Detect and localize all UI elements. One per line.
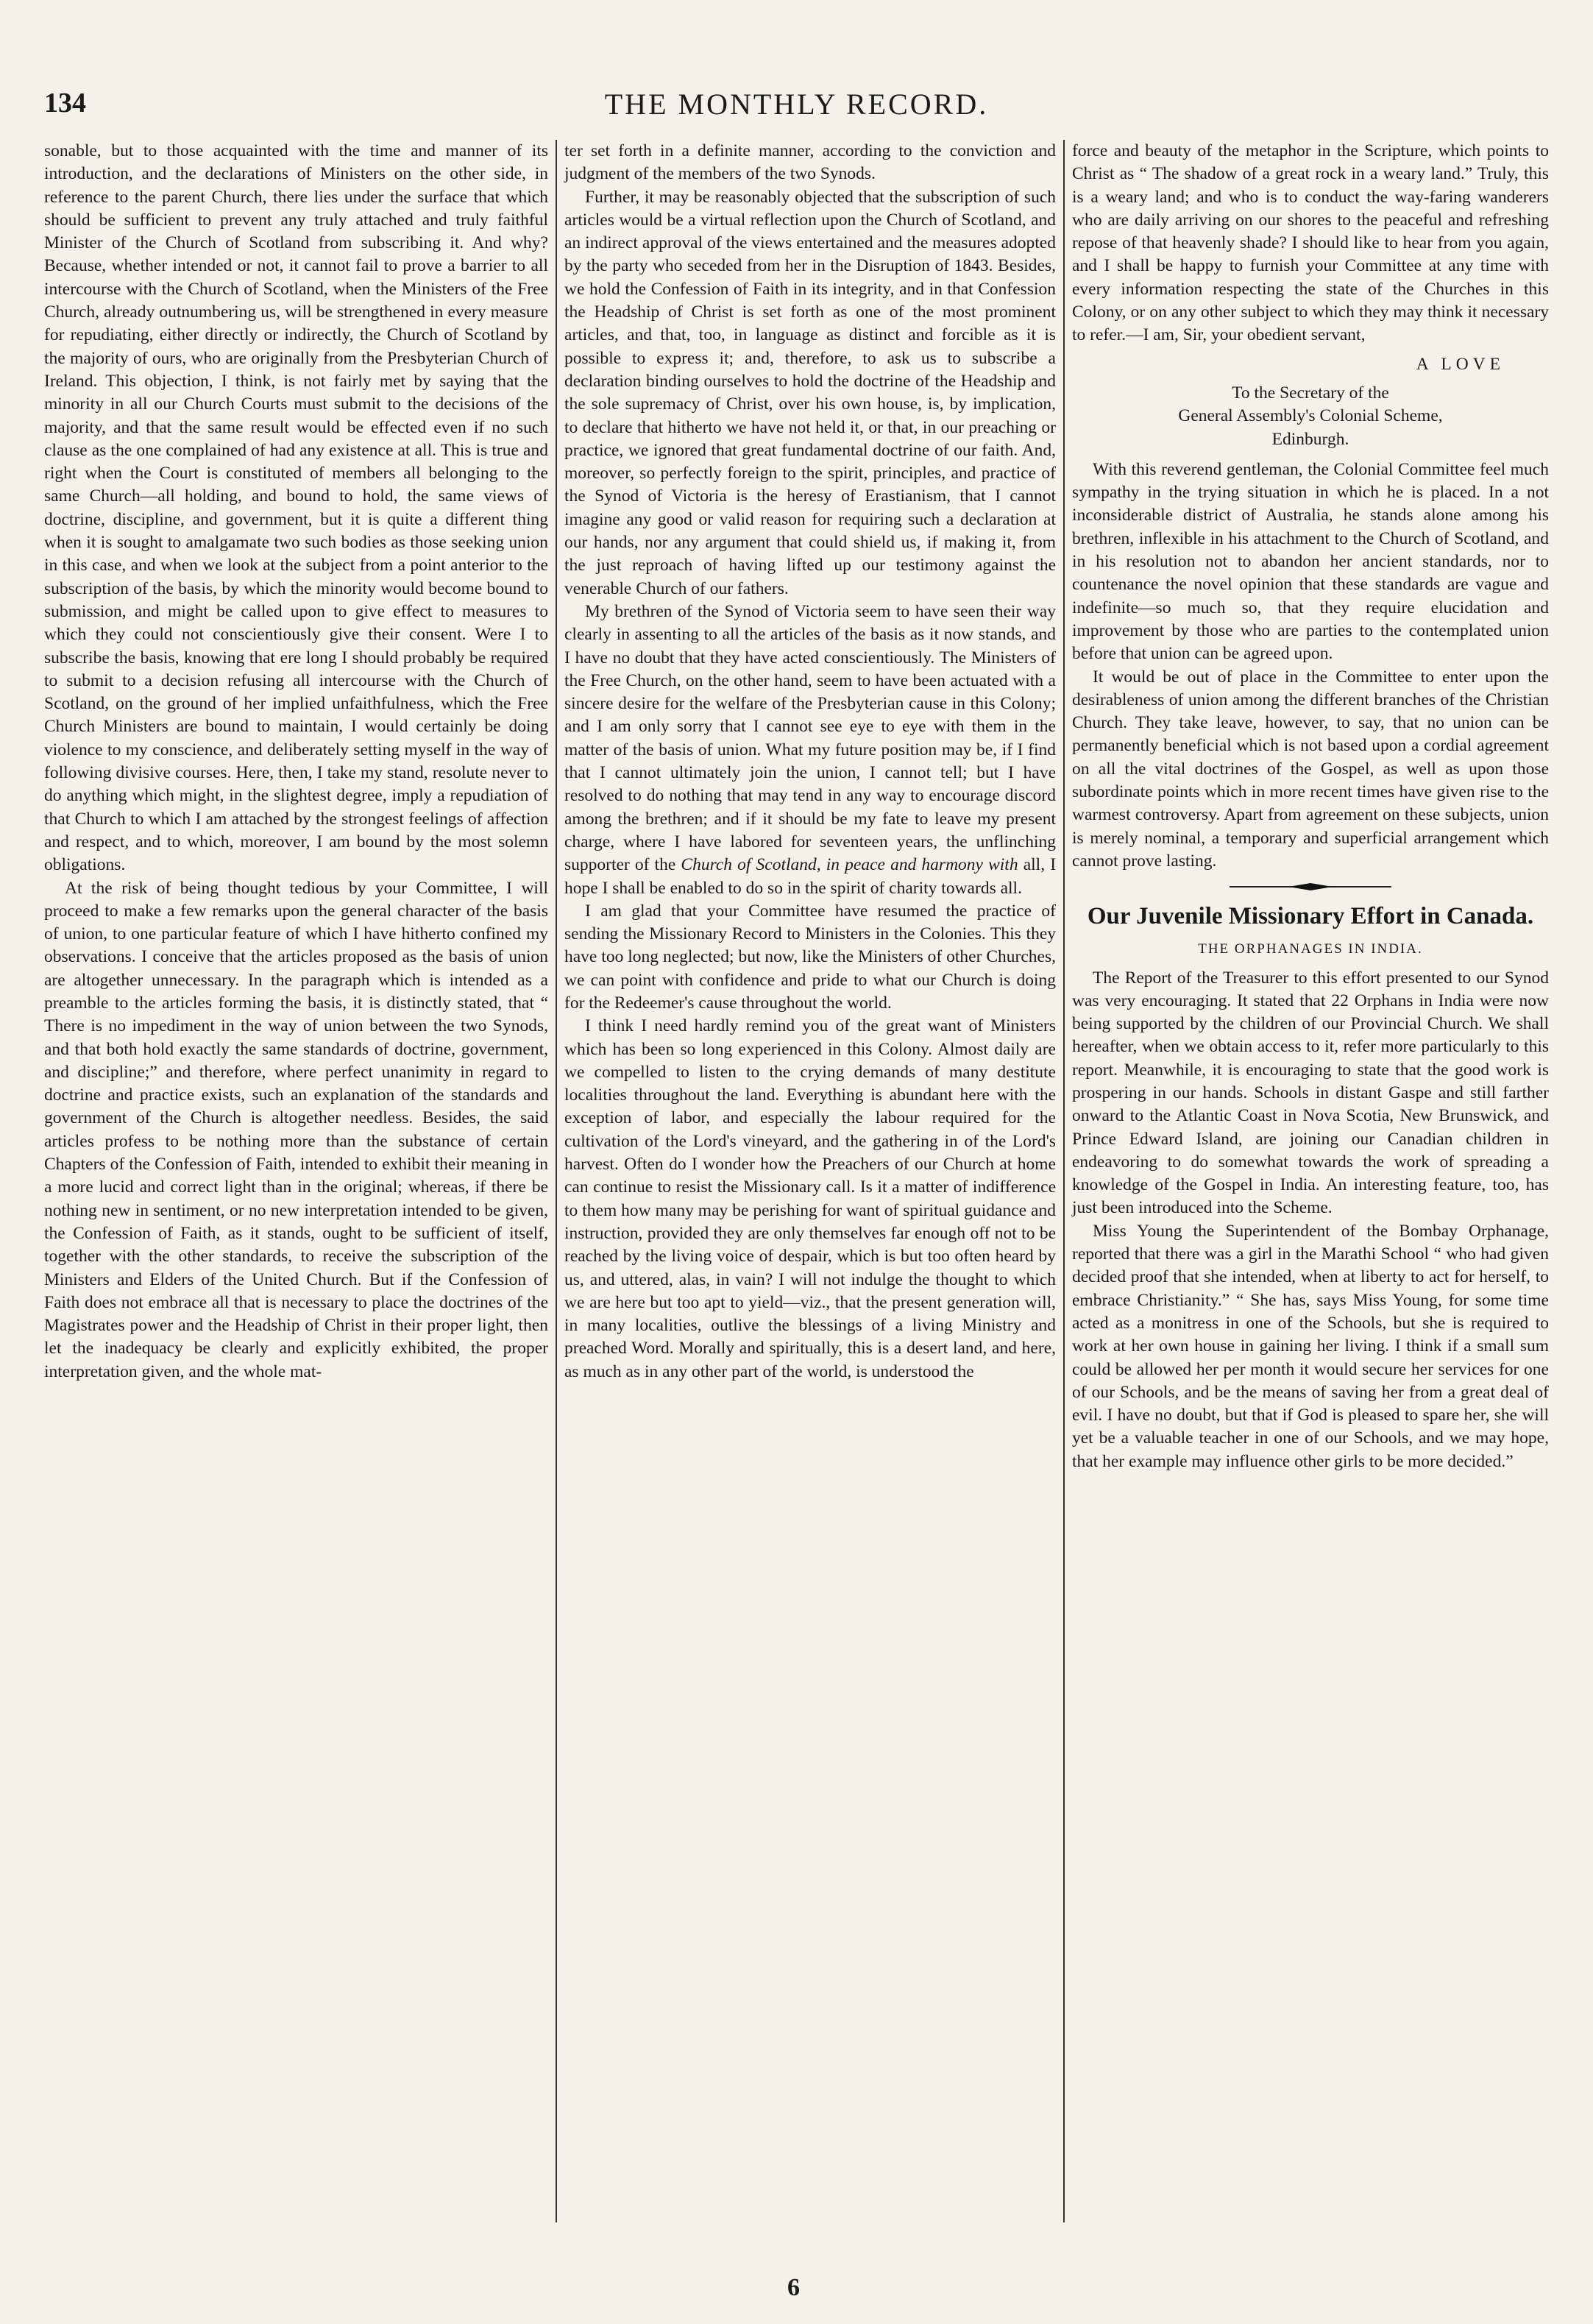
paragraph: I think I need hardly remind you of the great want of Ministers which has been so long experienced in this Colony. Almost daily are we compelled to listen to the crying demands of many destitute localities throughout the land. Everything is abundant here with the exception of labor, and especially the labour required for the cultivation of the Lord's vineyard, and the gathering in of the Lord's harvest. Often do I wonder how the Preachers of our Church at home can continue to resist the Missionary call. Is it a matter of indifference to them how many may be perishing for want of spiritual guidance and instruction, provided they are only themselves far enough off not to be reached by the living voice of despair, which is but too often heard by us, and uttered, alas, in vain? I will not indulge the thought to which we are here but too apt to yield—viz., that the present generation will, in many localities, outlive the blessings of a living Ministry and preached Word. Morally and spiritually, this is a desert land, and here, as much as in any other part of the world, is understood the [564,1016,1056,1381]
addressee-line: Edinburgh. [1271,429,1349,449]
letter-signature: A LOVE [1416,354,1505,374]
article-title: Our Juvenile Missionary Effort in Canada. [1087,903,1534,930]
page-header [44,87,1549,131]
column-1 [44,140,556,2222]
paragraph: With this reverend gentleman, the Colonial Committee feel much sympathy in the trying situation in which he is placed. In a not inconsiderable district of Australia, he stands alone among his brethren, inflexible in his attachment to the Church of Scotland, and in his resolution not to abandon her ancient standards, nor to countenance the novel opinion that these standards are vague and indefinite—so much so, that they require elucidation and improvement by those who are parties to the contemplated union before that union can be agreed upon. [1072,459,1549,664]
addressee-line: General Assembly's Colonial Scheme, [1178,406,1443,426]
italic-phrase: Church of Scotland, in peace and harmony with [681,855,1018,875]
paragraph [564,601,1056,900]
paragraph-text: My brethren of the Synod of Victoria seem to have seen their way clearly in assenting to all the articles of the basis as it now stands, and I have no doubt that they have acted conscientiously. The Ministers of the Free Church, on the other hand, seem to have been actuated with a sincere desire for the welfare of the Presbyterian cause in this Colony; and I am only sorry that I cannot see eye to eye with them in the matter of the basis of union. What my future position may be, if I find that I cannot ultimately join the union, I cannot tell; but I have resolved to do nothing that may tend in any way to encourage discord among the brethren; and if it should be my fate to leave my present charge, where I have labored for seventeen years, the unflinching supporter of the [564,601,1056,875]
paragraph: The Report of the Treasurer to this effort presented to our Synod was very encouraging. It stated that 22 Orphans in India were now being supported by the children of our Provincial Church. We shall hereafter, when we obtain access to it, refer more particularly to this report. Meanwhile, it is encouraging to state that the good work is prospering in our hands. Schools in distant Gaspe and still farther onward to the Atlantic Coast in Nova Scotia, New Brunswick, and Prince Edward Island, are joining our Canadian children in endeavoring to do somewhat towards the work of spreading a knowledge of the Gospel in India. An interesting feature, too, has just been introduced into the Scheme. [1072,968,1549,1218]
paragraph: It would be out of place in the Committee to enter upon the desirableness of union among the different branches of the Christian Church. They take leave, however, to say, that no union can be permanently beneficial which is not based upon a cordial agreement on all the vital doctrines of the Gospel, as well as upon those subordinate points which in more recent times have given rise to the warmest controversy. Apart from agreement on these subjects, union is merely nominal, a temporary and superficial arrangement which cannot prove lasting. [1072,667,1549,871]
paragraph: At the risk of being thought tedious by your Committee, I will proceed to make a few remarks upon the general character of the basis of union, to one particular feature of which I have hitherto confined my observations. I conceive that the articles proposed as the basis of union are altogether unnecessary. In the paragraph which is intended as a preamble to the articles forming the basis, it is distinctly stated, that “ There is no impediment in the way of union between the two Synods, and that both hold exactly the same standards of doctrine, government, and discipline;” and therefore, where perfect unanimity in regard to doctrine and practice exists, such an explanation of the standards and government of the Church is altogether needless. Besides, the said articles profess to be nothing more than the substance of certain Chapters of the Confession of Faith, intended to exhibit their meaning in a more lucid and correct light than in the original; whereas, if there be nothing new in sentiment, or no new interpretation intended to be given, the Confession of Faith, as it stands, ought to be sufficient of itself, together with the other standards, to receive the subscription of the Ministers and Elders of the United Church. But if the Confession of Faith does not embrace all that is necessary to place the doctrines of the Magistrates power and the Headship of Christ in their proper light, then let the inadequacy be clearly and explicitly exhibited, the proper interpretation given, and the whole mat- [44,878,548,1381]
column-2 [556,140,1063,2222]
printer-signature-mark: 6 [787,2274,800,2301]
article-subtitle: THE ORPHANAGES IN INDIA. [1198,941,1423,957]
ornamental-divider [1072,882,1549,892]
paragraph: Miss Young the Superintendent of the Bombay Orphanage, reported that there was a girl in the Marathi School “ who had given decided proof that she intended, when at liberty to act for herself, to embrace Christianity.” “ She has, says Miss Young, for some time acted as a monitress in one of the Schools, but she is required to work at her own house in gaining her living. I think if a small sum could be allowed her per month it would secure her services for one of our Schools, and be the means of saving her from a great deal of evil. I have no doubt, but that if God is pleased to spare her, she will yet be a valuable teacher in one of our Schools, and we may hope, that her example may influence other girls to be more decided.” [1072,1221,1549,1471]
text-columns [44,140,1549,2222]
running-title: THE MONTHLY RECORD. [604,88,989,121]
page-number: 134 [44,88,86,118]
column-3 [1063,140,1549,2222]
paragraph-text: all, I hope I shall be enabled to do so in the spirit of charity towards all. [564,855,1057,898]
rule-ornament-icon [1230,882,1391,892]
addressee-line: To the Secretary of the [1232,383,1389,403]
paragraph: I am glad that your Committee have resumed the practice of sending the Missionary Record to Ministers in the Colonies. This they have too long neglected; but now, like the Ministers of other Churches, we can point with confidence and pride to what our Church is doing for the Redeemer's cause throughout the world. [564,901,1056,1013]
paragraph: force and beauty of the metaphor in the Scripture, which points to Christ as “ The shadow of a great rock in a weary land.” Truly, this is a weary land; and who is to conduct the way-faring wanderers who are daily arriving on our shores to the peaceful and refreshing repose of that heavenly shade? I should like to hear from you again, and I shall be happy to furnish your Committee at any time with every information respecting the state of the Churches in this Colony, or on any other subject to which they may think it necessary to refer.—I am, Sir, your obedient servant, [1072,141,1549,345]
paragraph: Further, it may be reasonably objected that the subscription of such articles would be a virtual reflection upon the Church of Scotland, and an indirect approval of the views entertained and the measures adopted by the party who seceded from her in the Disruption of 1843. Besides, we hold the Confession of Faith in its integrity, and in that Confession the Headship of Christ is set forth as one of the most prominent articles, and that, too, in language as distinct and forcible as it is possible to express it; and, therefore, to ask us to subscribe a declaration binding ourselves to hold the doctrine of the Headship and the sole supremacy of Christ, over his own house, is, by implication, to declare that hitherto we have not held it, or that, in our preaching or practice, we ignored that great fundamental doctrine of our faith. And, moreover, so perfectly foreign to the spirit, principles, and practice of the Synod of Victoria is the heresy of Erastianism, that I cannot imagine any good or valid reason for requiring such a declaration at our hands, nor any argument that could shield us, if making it, from the just reproach of having lifted up our testimony against the venerable Church of our fathers. [564,187,1056,598]
paragraph: sonable, but to those acquainted with the time and manner of its introduction, and the declarations of Ministers on the other side, in reference to the parent Church, there lies under the surface that which should be sufficient to prevent any truly attached and truly faithful Minister of the Church of Scotland from subscribing it. And why? Because, whether intended or not, it cannot fail to prove a barrier to all intercourse with the Church of Scotland, when the Ministers of the Free Church, already outnumbering us, will be strengthened in every measure for repudiating, either directly or indirectly, the Church of Scotland by the majority of ours, who are originally from the Presbyterian Church of Ireland. This objection, I think, is not fairly met by saying that the minority in all our Church Courts must submit to the decisions of the majority, and that the same result would be effected even if no such clause as the one complained of had any existence at all. This is true and right when the Court is constituted of members all belonging to the same Church—all holding, and bound to hold, the same views of doctrine, discipline, and government, but it is quite a different thing when it is sought to amalgamate two such bodies as those seeking union in this case, and when we look at the subject from a point anterior to the subscription of the basis, by which the minority would become bound to submission, and might be called upon to give effect to measures to which they could not conscientiously give their consent. Were I to subscribe the basis, knowing that ere long I should probably be required to submit to a decision refusing all intercourse with the Church of Scotland, on the ground of her implied unfaithfulness, which the Free Church Ministers are bound to maintain, I would certainly be doing violence to my conscience, and deliberately setting myself in the way of following divisive courses. Here, then, I take my stand, resolute never to do anything which might, in the slightest degree, imply a repudiation of that Church to which I am attached by the strongest feelings of affection and respect, and to which, moreover, I am bound by the most solemn obligations. [44,141,548,875]
paragraph: ter set forth in a definite manner, according to the conviction and judgment of the members of the two Synods. [564,141,1056,184]
